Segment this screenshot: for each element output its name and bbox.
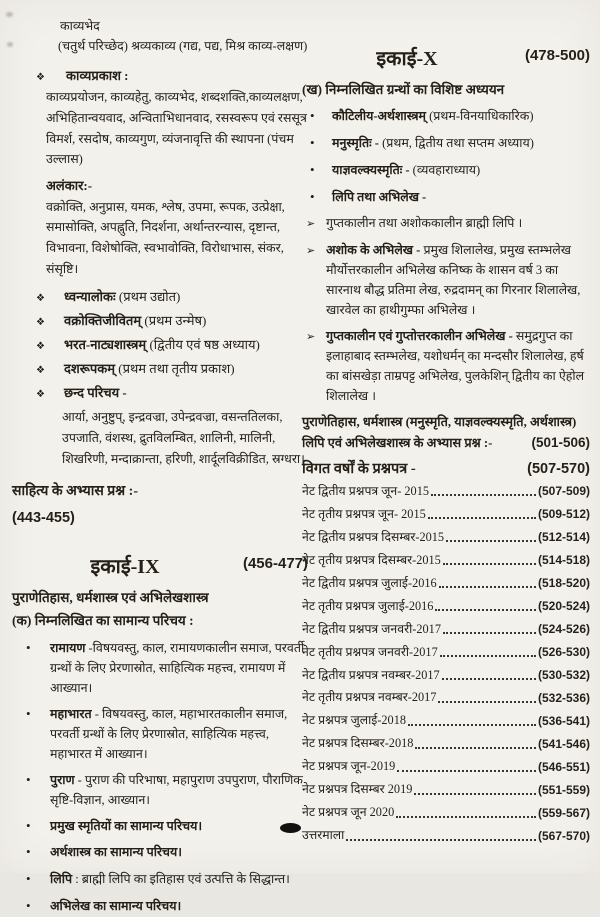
unit9-items: [12, 638, 308, 917]
unit10-arrow-items: [302, 213, 590, 406]
unit10-list-item: [302, 106, 590, 127]
item-text: [50, 896, 308, 916]
work-title: छन्द परिचय -: [64, 385, 127, 401]
paper-pages: (530-532): [537, 667, 590, 682]
dot-bullet-icon: •: [26, 705, 31, 721]
dot-bullet-icon: •: [310, 108, 315, 124]
past-paper-row: [302, 757, 590, 775]
dotted-leader: [428, 517, 536, 519]
past-paper-row: [302, 551, 590, 569]
past-paper-row: [302, 734, 590, 752]
paper-pages: (507-509): [537, 484, 590, 499]
work-text: [64, 335, 260, 353]
chhand-body: आर्या, अनुष्टुप्, इन्द्रवज्रा, उपेन्द्रवज्रा, वसन्ततिलका, उपजाति, वंशस्थ, द्रुतविलम्बित, शालिनी, मालिनी, शिखरिणी, मन्दाक्रान्ता, हरिणी, शार्दूलविक्रीडित, स्रग्धरा।: [62, 410, 305, 466]
past-paper-row: [302, 574, 590, 592]
item-lead: लिपि: [50, 872, 73, 887]
item-lead: गुप्तकालीन एवं गुप्तोत्तरकालीन अभिलेख -: [326, 329, 513, 344]
work-text: [64, 311, 206, 329]
work-title: भरत-नाट्यशास्त्रम्: [64, 337, 147, 353]
work-text: [64, 383, 127, 401]
item-text: [50, 816, 308, 836]
work-list-item: [12, 311, 308, 329]
unit9-list-item: [12, 770, 308, 810]
works-list: [12, 287, 308, 401]
dot-bullet-icon: •: [310, 188, 315, 204]
dotted-leader: [346, 839, 536, 841]
work-detail: (द्वितीय एवं षष्ठ अध्याय): [146, 337, 260, 353]
dotted-leader: [443, 563, 536, 565]
item-text: [50, 842, 308, 862]
dotted-leader: [415, 747, 536, 749]
unit10-list-item: [302, 187, 590, 208]
item-rest: (प्रथम-विनयाधिकारिक): [426, 109, 534, 124]
dot-bullet-icon: •: [26, 871, 31, 887]
past-papers-heading: विगत वर्षों के प्रश्नपत्र -: [302, 460, 416, 477]
kavyaprakash-body: काव्यप्रयोजन, काव्यहेतु, काव्यभेद, शब्दशक्ति,काव्यलक्षण, अभिहितान्वयवाद, अन्विताभिधानवाद, रसस्वरूप एवं रससूत्र विमर्श, रसदोष, काव्यगुण, व्यंजनावृत्ति की स्थापना (पंचम उल्लास): [46, 90, 307, 167]
dot-bullet-icon: •: [310, 135, 315, 151]
paper-label: उत्तरमाला: [302, 828, 345, 843]
item-rest: गुप्तकालीन तथा अशोककालीन ब्राह्मी लिपि ।: [326, 216, 523, 231]
item-lead: पुराण: [50, 772, 75, 787]
unit10-list-item: [302, 133, 590, 154]
item-text: [332, 160, 590, 180]
unit10-dot-items: [302, 106, 590, 207]
unit9-heading: पुराणेतिहास, धर्मशास्त्र एवं अभिलेखशास्त्र: [12, 590, 209, 606]
dotted-leader: [414, 793, 536, 795]
paper-label: नेट द्वितीय प्रश्नपत्र दिसम्बर-2015: [302, 529, 445, 544]
kavyaprakash-title: काव्यप्रकाश :: [66, 68, 129, 84]
work-list-item: [12, 335, 308, 353]
item-lead: मनुस्मृतिः -: [332, 136, 379, 151]
item-text: [326, 240, 590, 320]
dotted-leader: [397, 770, 536, 772]
work-detail: (प्रथम उद्योत): [115, 289, 181, 305]
diamond-bullet-icon: ❖: [36, 389, 45, 401]
paper-label: नेट प्रश्नपत्र जून 2020: [302, 805, 395, 820]
item-rest: प्रमुख शिलालेख, प्रमुख स्तम्भलेख मौर्योत्तरकालीन अभिलेख कनिष्क के शासन वर्ष 3 का सारनाथ बौद्ध प्रतिमा लेख, रुद्रदामन् का गिरनार शिलालेख, खारवेल का हाथीगुम्फा अभिलेख ।: [326, 243, 581, 318]
paper-pages: (509-512): [537, 507, 590, 522]
item-rest: - विषयवस्तु, काल, महाभारतकालीन समाज, परवर्ती ग्रन्थों के लिए प्रेरणास्रोत, साहित्यिक महत्त्व, महाभारत में आख्यान।: [50, 706, 288, 761]
paper-label: नेट तृतीय प्रश्नपत्र जून- 2015: [302, 506, 426, 521]
paper-pages: (524-526): [537, 622, 590, 637]
dotted-leader: [431, 494, 536, 496]
dotted-leader: [435, 609, 536, 611]
past-papers-pages: (507-570): [527, 460, 590, 477]
unit9-list-item: [12, 842, 308, 863]
past-paper-row: [302, 482, 590, 500]
unit10-list-item: [302, 160, 590, 181]
practice-pages: (501-506): [531, 434, 590, 450]
past-paper-row: [302, 826, 590, 844]
alankar-heading: अलंकार:-: [46, 177, 93, 193]
past-papers-heading-row: [302, 458, 590, 478]
paper-pages: (526-530): [537, 645, 590, 659]
paper-pages: (512-514): [537, 530, 590, 545]
diamond-bullet-icon: ❖: [36, 317, 45, 329]
work-title: दशरूपकम्: [64, 361, 115, 377]
unit9-list-item: [12, 896, 308, 917]
paper-pages: (546-551): [537, 759, 590, 774]
item-lead: महाभारत: [50, 706, 92, 721]
work-text: [64, 287, 180, 305]
dot-bullet-icon: •: [26, 844, 31, 860]
dotted-leader: [439, 586, 536, 588]
item-lead: अभिलेख का सामान्य परिचय।: [50, 899, 182, 914]
item-lead: याज्ञवल्क्यस्मृतिः -: [332, 162, 410, 177]
past-paper-row: [302, 688, 590, 706]
paper-label: नेट तृतीय प्रश्नपत्र जनवरी-2017: [302, 644, 438, 659]
unit9-list-item: [12, 869, 308, 890]
kavyabhed-line: काव्यभेद: [60, 19, 100, 33]
item-lead: प्रमुख स्मृतियों का सामान्य परिचय।: [50, 818, 203, 833]
practice-line2: लिपि एवं अभिलेखशास्त्र के अभ्यास प्रश्न :-: [302, 435, 493, 450]
work-detail: (प्रथम उन्मेष): [141, 313, 207, 329]
item-lead: लिपि तथा अभिलेख -: [332, 189, 427, 204]
unit10-pages: (478-500): [524, 47, 590, 64]
unit9-list-item: [12, 816, 308, 837]
dotted-leader: [446, 540, 536, 542]
dotted-leader: [442, 678, 536, 680]
unit9-list-item: [12, 638, 308, 698]
past-paper-row: [302, 803, 590, 821]
unit10-arrow-item: [302, 213, 590, 234]
paper-label: नेट प्रश्नपत्र जुलाई-2018: [302, 713, 407, 728]
unit9-header: [12, 552, 308, 580]
paper-label: नेट द्वितीय प्रश्नपत्र नवम्बर-2017: [302, 667, 440, 682]
paper-label: नेट तृतीय प्रश्नपत्र जुलाई-2016: [302, 598, 434, 613]
paper-label: नेट तृतीय प्रश्नपत्र दिसम्बर-2015: [302, 552, 441, 567]
dotted-leader: [396, 816, 536, 818]
diamond-bullet-icon: ❖: [36, 365, 45, 377]
past-paper-row: [302, 780, 590, 798]
item-lead: अर्थशास्त्र का सामान्य परिचय।: [50, 845, 182, 860]
unit10-header: [302, 44, 590, 72]
paper-pages: (559-567): [537, 805, 590, 820]
paper-pages: (551-559): [537, 782, 590, 797]
paper-pages: (541-546): [537, 736, 590, 751]
paper-pages: (518-520): [537, 576, 590, 591]
diamond-bullet-icon: ❖: [36, 341, 45, 353]
item-text: [50, 869, 308, 889]
right-column: [302, 44, 590, 849]
paper-pages: (567-570): [537, 828, 590, 843]
item-lead: कौटिलीय-अर्थशास्त्रम्: [332, 109, 427, 124]
diamond-bullet-icon: ❖: [36, 293, 45, 305]
practice-line1: पुराणेतिहास, धर्मशास्त्र (मनुस्मृति, याज्ञवल्क्यस्मृति, अर्थशास्त्र): [302, 415, 577, 430]
item-rest: : ब्राह्मी लिपि का इतिहास एवं उत्पत्ति के सिद्धान्त।: [72, 872, 290, 887]
item-lead: रामायण: [50, 640, 86, 655]
dotted-leader: [408, 724, 536, 726]
item-text: [326, 326, 590, 406]
dot-bullet-icon: •: [26, 771, 31, 787]
work-detail: (प्रथम तथा तृतीय प्रकाश): [115, 361, 235, 377]
item-rest: समुद्रगुप्त का इलाहाबाद स्तम्भलेख, यशोधर्मन् का मन्दसौर शिलालेख, हर्ष का बांसखेड़ा ताम्रपट्ट अभिलेख, पुलकेशिन् द्वितीय का ऐहोल शिलालेख ।: [326, 329, 585, 404]
dotted-leader: [438, 701, 536, 703]
past-paper-row: [302, 711, 590, 729]
work-title: वक्रोक्तिजीवितम्: [64, 313, 142, 329]
paper-label: नेट तृतीय प्रश्नपत्र नवम्बर-2017: [302, 690, 437, 705]
item-text: [326, 213, 590, 233]
practice-line2-row: [302, 433, 590, 451]
item-text: [332, 133, 590, 153]
item-text: [50, 704, 308, 764]
item-rest: (व्यवहाराध्याय): [409, 162, 481, 177]
item-lead: अशोक के अभिलेख -: [326, 243, 421, 258]
paper-pages: (532-536): [537, 690, 590, 705]
work-list-item: [12, 383, 308, 401]
diamond-bullet-icon: ❖: [36, 72, 45, 84]
alankar-body: वक्रोक्ति, अनुप्रास, यमक, श्लेष, उपमा, रूपक, उत्प्रेक्षा, समासोक्ति, अपह्नुति, निदर्शना, अर्थान्तरन्यास, दृष्टान्त, विभावना, विशेषोक्ति, स्वभावोक्ति, विरोधाभास, संकर, संसृष्टि।: [46, 199, 285, 276]
paper-label: नेट प्रश्नपत्र जून-2019: [302, 759, 396, 774]
arrow-bullet-icon: ➢: [306, 218, 316, 231]
paper-label: नेट द्वितीय प्रश्नपत्र जनवरी-2017: [302, 621, 441, 636]
sahitya-exercise-line: साहित्य के अभ्यास प्रश्न :-: [12, 484, 138, 500]
paper-label: नेट प्रश्नपत्र दिसम्बर-2018: [302, 736, 414, 751]
left-column: [12, 16, 308, 917]
item-text: [50, 770, 308, 810]
unit9-subheading: (क) निम्नलिखित का सामान्य परिचय :: [12, 613, 194, 629]
item-rest: (प्रथम, द्वितीय तथा सप्तम अध्याय): [378, 136, 534, 151]
unit10-heading: (ख) निम्नलिखित ग्रन्थों का विशिष्ट अध्ययन: [302, 82, 505, 97]
work-title: ध्वन्यालोकः: [64, 289, 116, 305]
dot-bullet-icon: •: [26, 817, 31, 833]
past-paper-row: [302, 505, 590, 523]
dot-bullet-icon: •: [26, 639, 31, 655]
unit9-pages: (456-477): [242, 555, 308, 573]
past-papers-list: [302, 482, 590, 845]
arrow-bullet-icon: ➢: [306, 245, 316, 258]
page-marker-oval: [280, 823, 301, 833]
item-text: [332, 187, 590, 207]
past-paper-row: [302, 597, 590, 615]
work-list-item: [12, 359, 308, 377]
dot-bullet-icon: •: [26, 898, 31, 914]
paper-label: नेट प्रश्नपत्र दिसम्बर 2019: [302, 782, 413, 797]
unit10-title: इकाई-X: [376, 48, 438, 70]
unit10-arrow-item: [302, 326, 590, 406]
arrow-bullet-icon: ➢: [306, 331, 316, 344]
work-text: [64, 359, 235, 377]
sahitya-exercise-pages: (443-455): [12, 510, 75, 527]
item-text: [50, 638, 308, 698]
dot-bullet-icon: •: [310, 161, 315, 177]
paper-pages: (520-524): [537, 599, 590, 614]
past-paper-row: [302, 643, 590, 661]
paper-label: नेट द्वितीय प्रश्नपत्र जुलाई-2016: [302, 575, 437, 590]
unit9-title: इकाई-IX: [90, 556, 160, 579]
paper-pages: (514-518): [537, 553, 590, 568]
kavyaprakash-heading: [12, 66, 308, 84]
paper-label: नेट द्वितीय प्रश्नपत्र जून- 2015: [302, 484, 430, 498]
item-text: [332, 106, 590, 126]
work-list-item: [12, 287, 308, 305]
dotted-leader: [440, 655, 536, 657]
past-paper-row: [302, 528, 590, 546]
item-rest: - पुराण की परिभाषा, महापुराण उपपुराण, पौराणिक सृष्टि-विज्ञान, आख्यान।: [50, 772, 303, 807]
past-paper-row: [302, 620, 590, 638]
dotted-leader: [443, 632, 536, 634]
past-paper-row: [302, 666, 590, 684]
unit10-arrow-item: [302, 240, 590, 320]
unit9-list-item: [12, 704, 308, 764]
shravyakavya-line: (चतुर्थ परिच्छेद) श्रव्यकाव्य (गद्य, पद्य, मिश्र काव्य-लक्षण): [58, 39, 308, 53]
item-rest: -विषयवस्तु, काल, रामायणकालीन समाज, परवर्ती ग्रन्थों के लिए प्रेरणास्रोत, साहित्यिक महत्त्व, रामायण में आख्यान।: [50, 640, 305, 695]
paper-pages: (536-541): [537, 713, 590, 728]
